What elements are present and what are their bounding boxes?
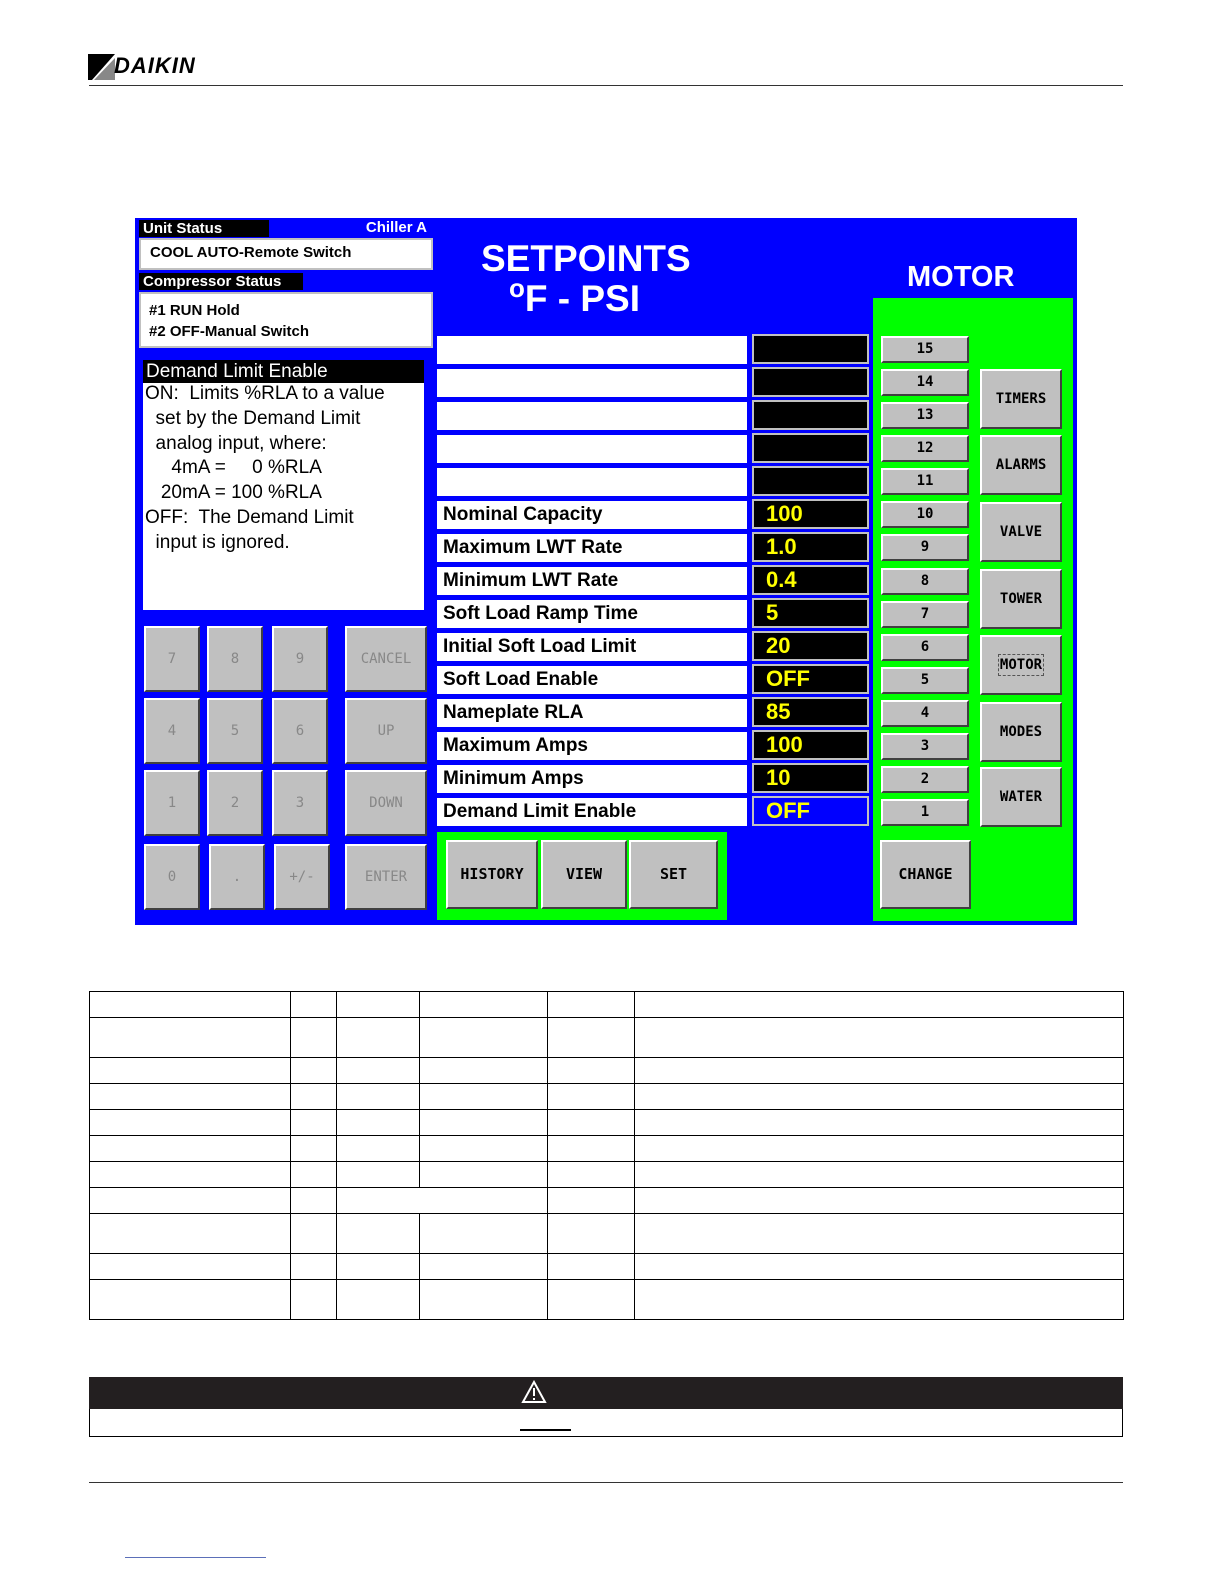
number-button-11[interactable]: 11 <box>881 468 969 495</box>
keypad-1[interactable]: 1 <box>144 770 200 836</box>
keypad-up[interactable]: UP <box>345 698 427 764</box>
motor-button-label: MOTOR <box>998 654 1044 676</box>
number-button-12[interactable]: 12 <box>881 435 969 462</box>
keypad-9[interactable]: 9 <box>272 626 328 692</box>
setpoint-label-minimum-amps[interactable]: Minimum Amps <box>437 765 747 793</box>
keypad-down[interactable]: DOWN <box>345 770 427 836</box>
setpoint-label-nominal-capacity[interactable]: Nominal Capacity <box>437 501 747 529</box>
number-button-5[interactable]: 5 <box>881 667 969 694</box>
setpoint-label-soft-load-ramp-time[interactable]: Soft Load Ramp Time <box>437 600 747 628</box>
number-button-9[interactable]: 9 <box>881 534 969 561</box>
setpoint-label-initial-soft-load-limit[interactable]: Initial Soft Load Limit <box>437 633 747 661</box>
number-button-4[interactable]: 4 <box>881 700 969 727</box>
modes-button[interactable]: MODES <box>980 702 1062 762</box>
footer-divider <box>89 1482 1123 1483</box>
setpoint-label-maximum-amps[interactable]: Maximum Amps <box>437 732 747 760</box>
number-button-15[interactable]: 15 <box>881 336 969 363</box>
keypad-plus-minus[interactable]: +/- <box>274 844 330 910</box>
setpoint-value-nameplate-rla[interactable]: 85 <box>752 697 869 727</box>
compressor-status-box <box>139 292 433 348</box>
keypad-7[interactable]: 7 <box>144 626 200 692</box>
screen-subtitle <box>509 273 641 320</box>
help-line: input is ignored. <box>145 532 290 553</box>
units-label: F - PSI <box>524 278 641 319</box>
table-row <box>90 1084 1124 1110</box>
valve-button[interactable]: VALVE <box>980 502 1062 562</box>
setpoint-value-maximum-amps[interactable]: 100 <box>752 730 869 760</box>
daikin-logo <box>88 52 228 80</box>
keypad-enter[interactable]: ENTER <box>345 844 427 910</box>
table-row <box>90 1188 1124 1214</box>
setpoint-label-minimum-lwt-rate[interactable]: Minimum LWT Rate <box>437 567 747 595</box>
header-divider <box>89 85 1123 86</box>
setpoint-value-soft-load-ramp-time[interactable]: 5 <box>752 598 869 628</box>
setpoint-value-maximum-lwt-rate[interactable]: 1.0 <box>752 532 869 562</box>
compressor-status-line: #1 RUN Hold <box>149 302 240 319</box>
keypad-cancel[interactable]: CANCEL <box>345 626 427 692</box>
water-button[interactable]: WATER <box>980 767 1062 827</box>
setpoint-value-minimum-lwt-rate[interactable]: 0.4 <box>752 565 869 595</box>
view-button[interactable]: VIEW <box>541 840 627 909</box>
history-button[interactable]: HISTORY <box>446 840 538 909</box>
alarms-button[interactable]: ALARMS <box>980 435 1062 495</box>
chiller-name: Chiller A <box>365 219 427 236</box>
help-line: OFF: The Demand Limit <box>145 507 354 528</box>
setpoint-label-nameplate-rla[interactable]: Nameplate RLA <box>437 699 747 727</box>
help-panel <box>143 360 424 610</box>
number-button-1[interactable]: 1 <box>881 799 969 826</box>
setpoint-value[interactable] <box>752 433 869 463</box>
setpoint-table <box>89 991 1124 1320</box>
screen-title: SETPOINTS <box>481 238 691 279</box>
setpoint-value-demand-limit-enable[interactable]: OFF <box>752 796 869 826</box>
keypad-2[interactable]: 2 <box>207 770 263 836</box>
setpoint-value-soft-load-enable[interactable]: OFF <box>752 664 869 694</box>
warning-banner <box>89 1377 1123 1409</box>
keypad-decimal[interactable]: . <box>209 844 265 910</box>
setpoint-label-demand-limit-enable[interactable]: Demand Limit Enable <box>437 798 747 826</box>
keypad-6[interactable]: 6 <box>272 698 328 764</box>
help-line: 4mA = 0 %RLA <box>145 457 322 478</box>
table-row <box>90 1254 1124 1280</box>
number-button-3[interactable]: 3 <box>881 733 969 760</box>
help-line: 20mA = 100 %RLA <box>145 482 322 503</box>
unit-status-value: COOL AUTO-Remote Switch <box>139 238 433 270</box>
keypad-4[interactable]: 4 <box>144 698 200 764</box>
daikin-logo-mark-icon <box>88 54 116 80</box>
table-row <box>90 1162 1124 1188</box>
setpoint-value[interactable] <box>752 334 869 364</box>
help-title: Demand Limit Enable <box>143 360 424 383</box>
footer-link-underline[interactable] <box>125 1557 266 1558</box>
table-row <box>90 1110 1124 1136</box>
setpoint-value-nominal-capacity[interactable]: 100 <box>752 499 869 529</box>
help-line: ON: Limits %RLA to a value <box>145 383 385 404</box>
table-row <box>90 1058 1124 1084</box>
keypad-5[interactable]: 5 <box>207 698 263 764</box>
timers-button[interactable]: TIMERS <box>980 369 1062 429</box>
number-button-14[interactable]: 14 <box>881 369 969 396</box>
controller-screen <box>135 218 1077 925</box>
warning-underline <box>520 1429 571 1431</box>
degree-symbol: o <box>509 273 525 303</box>
setpoint-value[interactable] <box>752 367 869 397</box>
number-button-10[interactable]: 10 <box>881 501 969 528</box>
help-line: set by the Demand Limit <box>145 408 361 429</box>
setpoint-label-maximum-lwt-rate[interactable]: Maximum LWT Rate <box>437 534 747 562</box>
setpoint-label[interactable] <box>437 402 747 430</box>
warning-body <box>89 1409 1123 1437</box>
table-row <box>90 1136 1124 1162</box>
set-button[interactable]: SET <box>629 840 718 909</box>
number-button-7[interactable]: 7 <box>881 601 969 628</box>
compressor-status-line: #2 OFF-Manual Switch <box>149 323 310 340</box>
setpoint-label[interactable] <box>437 336 747 364</box>
number-button-13[interactable]: 13 <box>881 402 969 429</box>
page-title: MOTOR <box>907 261 1015 293</box>
help-line: analog input, where: <box>145 433 327 454</box>
change-button[interactable]: CHANGE <box>880 840 971 909</box>
table-row <box>90 992 1124 1018</box>
setpoint-value-initial-soft-load-limit[interactable]: 20 <box>752 631 869 661</box>
motor-button[interactable] <box>980 635 1062 695</box>
number-button-2[interactable]: 2 <box>881 766 969 793</box>
keypad-0[interactable]: 0 <box>144 844 200 910</box>
brand-name: DAIKIN <box>114 53 196 78</box>
setpoint-value-minimum-amps[interactable]: 10 <box>752 763 869 793</box>
table-row <box>90 1280 1124 1320</box>
setpoint-label-soft-load-enable[interactable]: Soft Load Enable <box>437 666 747 694</box>
unit-status-label: Unit Status <box>139 220 269 237</box>
tower-button[interactable]: TOWER <box>980 569 1062 629</box>
table-row <box>90 1214 1124 1254</box>
table-row <box>90 1018 1124 1058</box>
warning-icon <box>521 1380 547 1404</box>
number-button-8[interactable]: 8 <box>881 568 969 595</box>
setpoint-label[interactable] <box>437 435 747 463</box>
setpoint-label[interactable] <box>437 369 747 397</box>
keypad-3[interactable]: 3 <box>272 770 328 836</box>
number-button-6[interactable]: 6 <box>881 634 969 661</box>
keypad-8[interactable]: 8 <box>207 626 263 692</box>
compressor-status-label: Compressor Status <box>139 273 303 290</box>
setpoint-value[interactable] <box>752 400 869 430</box>
setpoint-value[interactable] <box>752 466 869 496</box>
setpoint-label[interactable] <box>437 468 747 496</box>
